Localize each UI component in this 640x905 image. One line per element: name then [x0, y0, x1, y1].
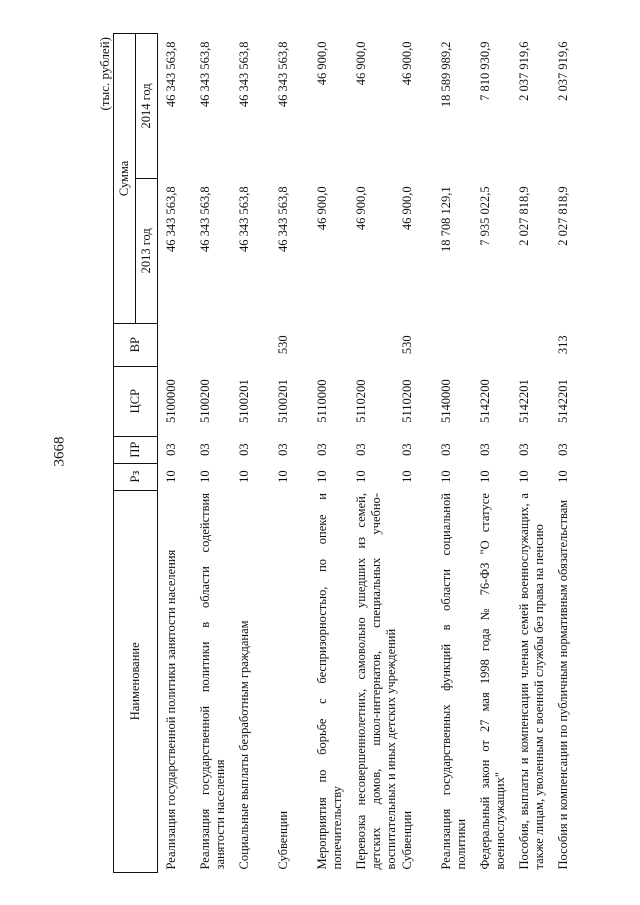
row-sum-2014: 18 589 989,2: [439, 41, 453, 108]
header-2013: 2013 год: [136, 178, 158, 323]
row-pr: 03: [237, 443, 251, 456]
row-vr: [477, 323, 516, 366]
header-sum: Сумма: [114, 34, 136, 324]
row-csr: 5100201: [276, 379, 290, 424]
row-pr: 03: [439, 443, 453, 456]
row-rz: 10: [400, 470, 414, 483]
row-vr: 313: [556, 335, 570, 355]
table-row: [516, 34, 555, 873]
row-pr: 03: [400, 443, 414, 456]
row-rz: 10: [198, 470, 212, 483]
row-rz: 10: [478, 470, 492, 483]
row-sum-2013: 2 027 818,9: [517, 186, 531, 246]
row-sum-2014: 46 900,0: [354, 41, 368, 86]
row-pr: 03: [556, 443, 570, 456]
table-row: [236, 34, 275, 873]
table-row: [158, 34, 198, 873]
table-row: [275, 34, 314, 873]
row-name: Федеральный закон от 27 мая 1998 года № 76-ФЗ "О статусе военнослужащих": [478, 493, 507, 870]
row-vr: [353, 323, 399, 366]
row-name: Субвенции: [276, 810, 290, 870]
row-rz: 10: [517, 470, 531, 483]
row-csr: 5140000: [439, 379, 453, 424]
row-pr: 03: [354, 443, 368, 456]
row-csr: 5110200: [354, 379, 368, 423]
row-csr: 5100201: [237, 379, 251, 424]
row-sum-2014: 2 037 919,6: [556, 41, 570, 101]
row-sum-2013: 46 343 563,8: [164, 186, 178, 253]
budget-table: [113, 33, 594, 873]
row-name: Реализация государственной политики в области содействия занятости населения: [198, 493, 227, 870]
row-vr: [516, 323, 555, 366]
header-row-1: [114, 34, 136, 873]
row-csr: 5142201: [556, 379, 570, 424]
row-sum-2014: 46 343 563,8: [198, 41, 212, 108]
table-row: [353, 34, 399, 873]
row-sum-2013: 46 343 563,8: [276, 186, 290, 253]
table-row: [477, 34, 516, 873]
row-vr: [314, 323, 353, 366]
row-name: Реализация государственной политики занятости населения: [164, 549, 178, 870]
row-csr: 5110000: [315, 379, 329, 423]
header-rz: Рз: [114, 463, 158, 490]
header-vr: ВР: [114, 323, 158, 366]
row-name: Реализация государственных функций в области социальной политики: [439, 493, 468, 870]
row-vr: 530: [400, 335, 414, 355]
row-sum-2014: 46 343 563,8: [164, 41, 178, 108]
header-name: Наименование: [114, 490, 158, 872]
table-row: [197, 34, 236, 873]
table-row: [438, 34, 477, 873]
row-vr: 530: [276, 335, 290, 355]
row-pr: 03: [315, 443, 329, 456]
row-vr: [197, 323, 236, 366]
header-csr: ЦСР: [114, 366, 158, 436]
units-label: (тыс. рублей): [97, 37, 112, 111]
row-sum-2013: 46 343 563,8: [237, 186, 251, 253]
row-name: Перевозка несовершеннолетних, самовольно ушедших из семей, детских домов, школ-интернатов, специальных учебно-воспитательных и иных детских учреждений: [354, 493, 398, 870]
row-sum-2013: 46 343 563,8: [198, 186, 212, 253]
row-sum-2013: 46 900,0: [400, 186, 414, 231]
page-number: 3668: [51, 436, 68, 467]
row-name: Субвенции: [400, 810, 414, 870]
row-name: Мероприятия по борьбе с беспризорностью, по опеке и попечительству: [315, 493, 344, 870]
row-csr: 5142201: [517, 379, 531, 424]
row-vr: [438, 323, 477, 366]
table-row: [555, 34, 594, 873]
row-sum-2014: 46 900,0: [315, 41, 329, 86]
table-row: [399, 34, 438, 873]
header-2014: 2014 год: [136, 34, 158, 179]
row-csr: 5100200: [198, 379, 212, 424]
row-sum-2013: 2 027 818,9: [556, 186, 570, 246]
rotated-document: [95, 33, 615, 873]
row-pr: 03: [164, 443, 178, 456]
row-rz: 10: [439, 470, 453, 483]
row-rz: 10: [556, 470, 570, 483]
row-name: Пособия и компенсации по публичным нормативным обязательствам: [556, 499, 570, 870]
row-name: Социальные выплаты безработным гражданам: [237, 620, 251, 870]
row-pr: 03: [478, 443, 492, 456]
row-sum-2014: 46 343 563,8: [237, 41, 251, 108]
row-rz: 10: [164, 470, 178, 483]
row-rz: 10: [315, 470, 329, 483]
row-vr: [158, 323, 198, 366]
row-sum-2013: 7 935 022,5: [478, 186, 492, 246]
row-sum-2013: 46 900,0: [315, 186, 329, 231]
row-vr: [236, 323, 275, 366]
row-pr: 03: [276, 443, 290, 456]
table-body: [158, 34, 595, 873]
row-rz: 10: [237, 470, 251, 483]
row-name: Пособия, выплаты и компенсации членам семей военнослужащих, а также лицам, уволенным с военной службы без права на пенсию: [517, 493, 546, 870]
row-sum-2014: 2 037 919,6: [517, 41, 531, 101]
row-csr: 5142200: [478, 379, 492, 424]
row-pr: 03: [517, 443, 531, 456]
row-rz: 10: [276, 470, 290, 483]
row-pr: 03: [198, 443, 212, 456]
row-rz: 10: [354, 470, 368, 483]
row-sum-2014: 7 810 930,9: [478, 41, 492, 101]
row-sum-2013: 18 708 129,1: [439, 186, 453, 253]
row-sum-2013: 46 900,0: [354, 186, 368, 231]
header-pr: ПР: [114, 436, 158, 463]
row-sum-2014: 46 343 563,8: [276, 41, 290, 108]
table-row: [314, 34, 353, 873]
row-csr: 5100000: [164, 379, 178, 424]
row-csr: 5110200: [400, 379, 414, 423]
row-sum-2014: 46 900,0: [400, 41, 414, 86]
